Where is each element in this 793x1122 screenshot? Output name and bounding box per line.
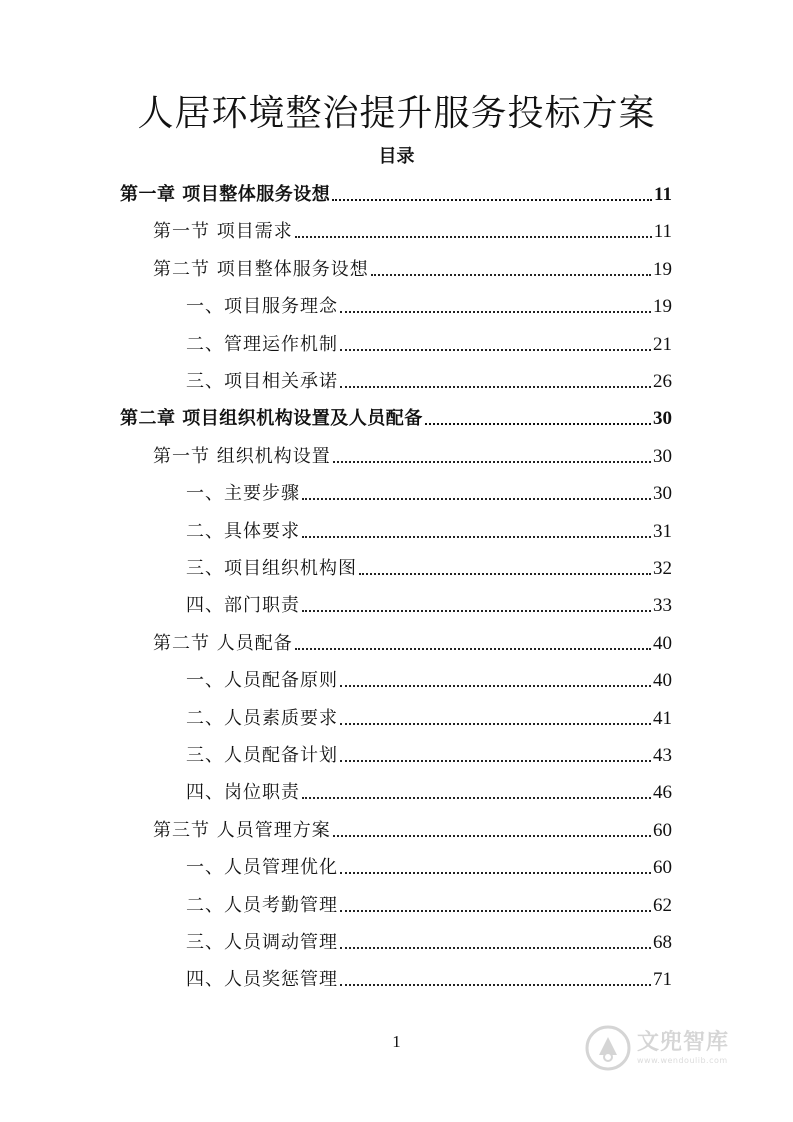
toc-entry[interactable]	[186, 520, 672, 544]
toc-dot-leader	[302, 498, 651, 500]
toc-entry-page: 19	[653, 258, 672, 280]
page-number: 1	[392, 1032, 401, 1051]
toc-entry[interactable]	[153, 632, 672, 656]
toc-dot-leader	[302, 536, 651, 538]
toc-entry[interactable]	[186, 557, 672, 581]
toc-dot-leader	[340, 685, 651, 687]
toc-entry-title: 二、人员考勤管理	[186, 894, 338, 916]
watermark	[585, 1020, 760, 1076]
wendou-logo-icon	[585, 1025, 631, 1071]
toc-entry[interactable]	[120, 183, 672, 207]
toc-dot-leader	[332, 199, 652, 201]
toc-dot-leader	[340, 760, 651, 762]
toc-entry-page: 11	[654, 184, 672, 205]
toc-entry-title: 一、人员配备原则	[186, 670, 338, 692]
toc-entry-page: 31	[653, 520, 672, 542]
toc-entry-page: 30	[653, 483, 672, 505]
toc-entry[interactable]	[186, 669, 672, 693]
toc-entry[interactable]	[186, 744, 672, 768]
toc-dot-leader	[425, 423, 651, 425]
toc-entry[interactable]	[186, 295, 672, 319]
toc-entry-title: 一、人员管理优化	[186, 857, 338, 879]
toc-entry-page: 32	[653, 558, 672, 579]
toc-entry[interactable]	[186, 856, 672, 880]
document-title: 人居环境整治提升服务投标方案	[137, 93, 656, 134]
toc-entry-title: 四、人员奖惩管理	[186, 969, 338, 991]
toc-entry-page: 43	[653, 745, 672, 766]
toc-entry-page: 60	[653, 819, 672, 841]
toc-entry-page: 68	[653, 932, 672, 953]
toc-dot-leader	[340, 984, 651, 986]
toc-dot-leader	[359, 573, 651, 575]
toc-dot-leader	[340, 311, 651, 313]
toc-dot-leader	[333, 835, 651, 837]
toc-entry-page: 71	[653, 969, 672, 991]
toc-entry-page: 46	[653, 782, 672, 804]
toc-entry-title: 三、项目相关承诺	[186, 371, 338, 392]
toc-entry[interactable]	[186, 781, 672, 805]
toc-entry-page: 11	[653, 221, 672, 243]
toc-dot-leader	[340, 947, 651, 949]
toc-entry[interactable]	[186, 968, 672, 992]
toc-dot-leader	[340, 723, 651, 725]
watermark-url: www.wendoulib.com	[637, 1056, 728, 1065]
toc-entry[interactable]	[186, 370, 672, 394]
toc-entry-title: 第一节 组织机构设置	[153, 445, 331, 467]
toc-dot-leader	[333, 461, 651, 463]
toc-entry-page: 30	[653, 445, 672, 467]
toc-dot-leader	[302, 610, 651, 612]
toc-entry[interactable]	[153, 445, 672, 469]
toc-entry[interactable]	[186, 707, 672, 731]
toc-entry[interactable]	[186, 931, 672, 955]
toc-entry-title: 第二节 项目整体服务设想	[153, 258, 369, 280]
toc-entry[interactable]	[186, 333, 672, 357]
toc-entry-page: 30	[653, 408, 672, 430]
toc-entry[interactable]	[120, 407, 672, 431]
toc-entry[interactable]	[186, 482, 672, 506]
toc-heading: 目录	[378, 146, 415, 167]
toc-entry-page: 21	[653, 333, 672, 355]
toc-entry-title: 二、人员素质要求	[186, 707, 338, 729]
toc-entry-page: 26	[653, 371, 672, 392]
toc-entry-title: 三、人员配备计划	[186, 745, 338, 766]
toc-entry-page: 33	[653, 595, 672, 617]
toc-entry-title: 三、人员调动管理	[186, 932, 338, 953]
toc-entry[interactable]	[153, 258, 672, 282]
toc-entry-title: 四、部门职责	[186, 595, 300, 617]
toc-entry[interactable]	[153, 220, 672, 244]
toc-entry[interactable]	[153, 819, 672, 843]
toc-entry-title: 二、管理运作机制	[186, 333, 338, 355]
toc-dot-leader	[295, 648, 651, 650]
toc-entry[interactable]	[186, 894, 672, 918]
toc-entry-page: 40	[653, 632, 672, 654]
toc-entry-title: 第二章 项目组织机构设置及人员配备	[120, 408, 423, 430]
toc-entry-page: 40	[653, 670, 672, 692]
toc-entry-page: 41	[653, 707, 672, 729]
toc-dot-leader	[295, 236, 652, 238]
toc-dot-leader	[340, 386, 651, 388]
toc-entry-title: 一、项目服务理念	[186, 296, 338, 318]
toc-entry-title: 第一章 项目整体服务设想	[120, 184, 331, 205]
toc-entry-title: 第二节 人员配备	[153, 632, 293, 654]
toc-entry-page: 19	[653, 296, 672, 318]
toc-entry-title: 一、主要步骤	[186, 483, 300, 505]
toc-entry-title: 第三节 人员管理方案	[153, 819, 331, 841]
toc-entry-title: 二、具体要求	[186, 520, 300, 542]
toc-dot-leader	[371, 274, 651, 276]
toc-entry-title: 四、岗位职责	[186, 782, 300, 804]
toc-dot-leader	[340, 349, 651, 351]
toc-entry-title: 第一节 项目需求	[153, 221, 293, 243]
toc-entry[interactable]	[186, 594, 672, 618]
toc-entry-title: 三、项目组织机构图	[186, 558, 357, 579]
watermark-name: 文兜智库	[637, 1030, 730, 1055]
toc-dot-leader	[340, 910, 651, 912]
toc-dot-leader	[302, 797, 651, 799]
toc-entry-page: 62	[653, 894, 672, 916]
toc-entry-page: 60	[653, 857, 672, 879]
toc-dot-leader	[340, 872, 651, 874]
